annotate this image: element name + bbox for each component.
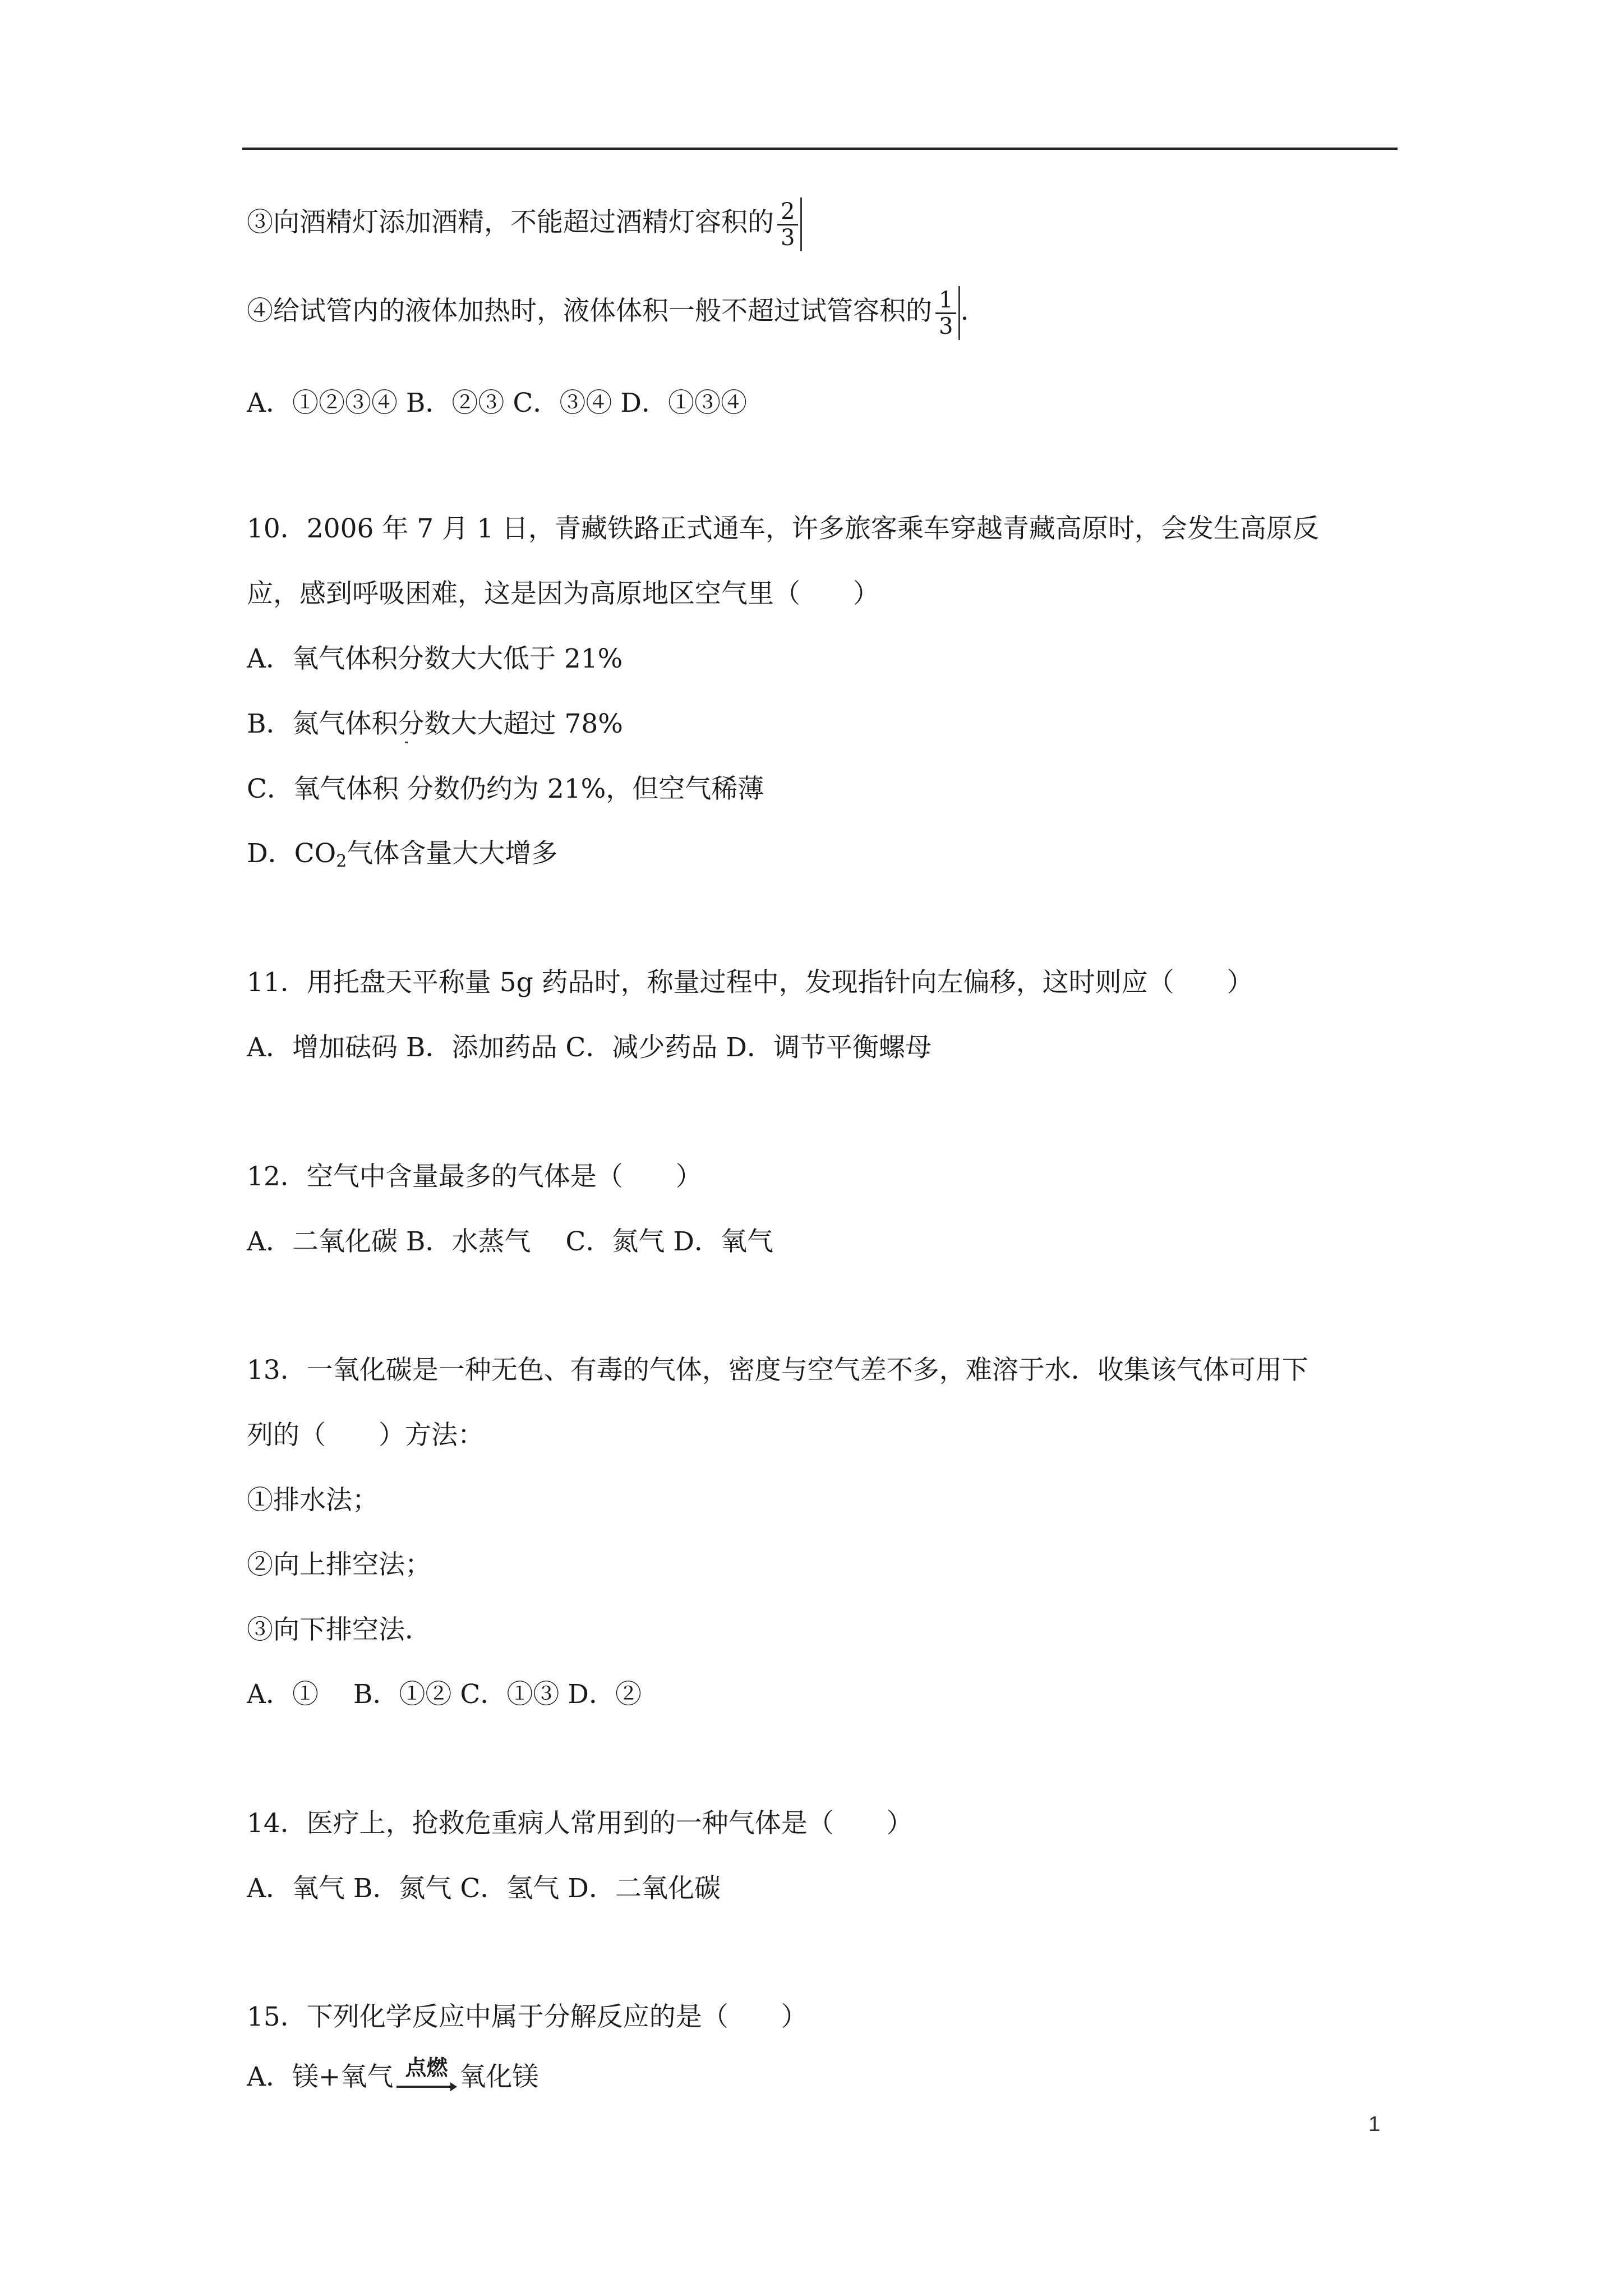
q9-item3: ③向酒精灯添加酒精，不能超过酒精灯容积的 $\frac{2}{3}$: [247, 197, 802, 251]
reaction-arrow: [395, 2056, 457, 2101]
stray-mark: [405, 742, 408, 743]
page-number: 1: [1368, 2113, 1381, 2136]
q10-option-a: A．氧气体积分数大大低于 21%: [247, 643, 623, 674]
q13-options: A．① B．①② C．①③ D．②: [247, 1679, 642, 1710]
q10-option-d: D．$CO_2$气体含量大大增多: [247, 838, 558, 871]
q10-option-c: C．氧气体积 分数仍约为 21%，但空气稀薄: [247, 774, 764, 804]
fraction-bracket: [800, 197, 802, 251]
arrow-head-icon: [450, 2082, 457, 2091]
fraction-one-third: $\frac{1}{3}$: [935, 288, 956, 339]
q13-stem-line2: 列的（ ）方法：: [247, 1420, 484, 1451]
q10-stem-line2: 应，感到呼吸困难，这是因为高原地区空气里（ ）: [247, 578, 879, 609]
q13-method-2: ②向上排空法；: [247, 1549, 431, 1580]
q10-option-b: B．氮气体积分数大大超过 78%: [247, 708, 623, 739]
q9-item4: ④给试管内的液体加热时，液体体积一般不超过试管容积的 $\frac{1}{3}$ .: [247, 287, 969, 339]
q12-stem: 12．空气中含量最多的气体是（ ）: [247, 1161, 702, 1192]
q13-method-3: ③向下排空法．: [247, 1614, 431, 1645]
q15-stem: 15．下列化学反应中属于分解反应的是（ ）: [247, 2001, 808, 2032]
q13-method-1: ①排水法；: [247, 1485, 379, 1516]
q9-options: A．①②③④ B．②③ C．③④ D．①③④: [247, 388, 747, 418]
q14-stem: 14．医疗上，抢救危重病人常用到的一种气体是（ ）: [247, 1808, 913, 1839]
reaction-condition: 点燃: [405, 2055, 448, 2080]
q11-stem: 11．用托盘天平称量 5g 药品时，称量过程中，发现指针向左偏移，这时则应（ ）: [247, 967, 1253, 998]
q11-options: A．增加砝码 B．添加药品 C．减少药品 D．调节平衡螺母: [247, 1032, 932, 1063]
q13-stem-line1: 13．一氧化碳是一种无色、有毒的气体，密度与空气差不多，难溶于水．收集该气体可用下: [247, 1355, 1308, 1386]
q15-option-a: A．镁+氧气 点燃 氧化镁: [247, 2055, 538, 2101]
q14-options: A．氧气 B．氮气 C．氢气 D．二氧化碳: [247, 1873, 721, 1904]
fraction-two-thirds: $\frac{2}{3}$: [777, 199, 798, 250]
header-rule: [242, 148, 1398, 150]
q12-options: A．二氧化碳 B．水蒸气 C．氮气 D．氧气: [247, 1226, 773, 1257]
q10-stem-line1: 10．2006 年 7 月 1 日，青藏铁路正式通车，许多旅客乘车穿越青藏高原时，会发生高原反: [247, 513, 1319, 544]
